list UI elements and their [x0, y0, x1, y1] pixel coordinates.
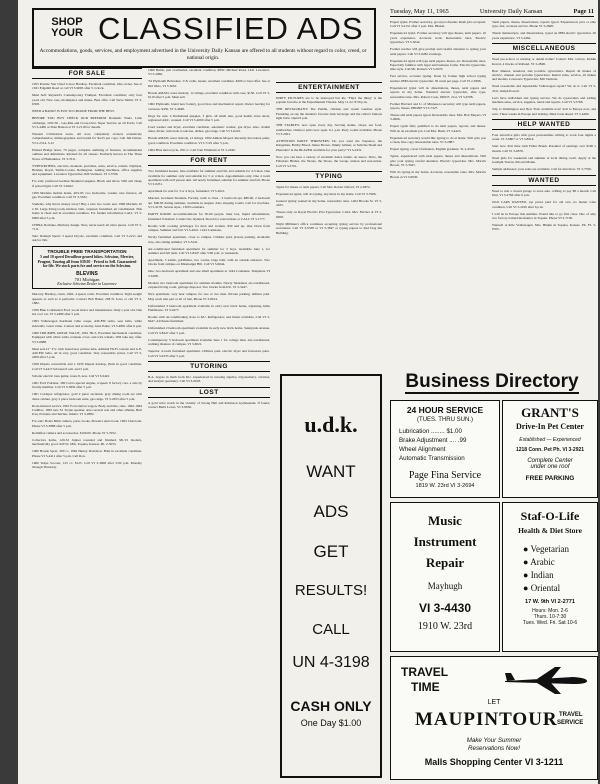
maupintour-ad [390, 656, 598, 780]
ad3-music: Music [428, 513, 462, 528]
classified-ad: Best dinners, standard, and portable typewriters. Repair all makes of electric, manual and portable typewriters. Rental sales, service, all makes and models. Lawrence Typewriter, 826 Vermont. [492, 68, 596, 82]
ad4-item [523, 569, 597, 582]
staf-o-life-ad [502, 502, 598, 652]
classified-ad: Now you can hear a variety of excellent dance bands: on stereo. Dave, the Fabulous Blades, the Neons, the Shoes, the Group, unison and non-union. Call VI 3-2701. [276, 154, 382, 168]
classified-ad: Air-conditioned furnished apartment for summer for 3 boys. Available June 1, for summer and fall term. Call VI 3-8447 after 5:00 p.m. or weekends. [148, 246, 270, 255]
udk-results: RESULTS! [294, 582, 368, 599]
ad5-reserve: Reservations Now! [468, 745, 520, 752]
newspaper-page [18, 0, 598, 784]
classified-ad: BEFORE YOU BUY CHECK OUR PREMIUM Domestic Fuels. Lube oilchange, 10W-30 - Gas-Rite and Cross-Over. Super Service on all Fords. Call VI 3-4400 or Dale Banton at VI 3-2118 for details. [32, 116, 142, 130]
ad4-title: Staf-O-Life [520, 509, 580, 523]
classified-ad: Honda AMATI, tenor melody, 12 strings, excellent condition with case, $150. Call VI 3-6110 after 5 p.m. Must sell. [148, 90, 270, 100]
classified-ad: Superior 4-room furnished apartment. Utilities paid, electric dryer and fenced-in patio. Call VI 3-0333 after 5 p.m. [148, 349, 270, 358]
ad5-travel-word: TRAVEL [559, 712, 583, 718]
classified-ad: Experienced typist will do dissertations, theses, term papers and reports in my home. Standard electric typewriter, elite type, reasonable rates. Mrs. Robert Cook, 2909 E. 21st, VI 3-6768. [390, 85, 486, 99]
udk-want-ads-box [280, 374, 382, 778]
section-miscellaneous: MISCELLANEOUS [492, 43, 596, 54]
classified-ad: 1955 Pontiac Star Chief 2-door Hardtop. Excellent condition. One owner. See at 1631 Edgehill Road or call VI 3-9065 after 5 o'clock. [32, 82, 142, 91]
classified-ad: Used washer and dryer, excellent condition, automatic washer, gas dryer. Also, Zenith tuner, divan, twin beds, bookcase, dishes, gas range. Call VI 3-6222. [148, 125, 270, 134]
ad4-item [523, 556, 597, 569]
udk-cash-only: CASH ONLY [290, 698, 372, 714]
ad2-parking: FREE PARKING [525, 475, 575, 482]
ad1-brake: Brake Adjustment .... .99 [399, 437, 467, 444]
transport-footer: Exclusive Schwinn Dealer in Lawrence [57, 282, 117, 287]
classified-ad: Rock-musical service 1961 Ford station wagon. Body and title, runs. 1962-1964 Cadillac, 1963 new 61 Trojan speaker. Also several reel and other albums, Burl Ives, Ferrante and Teicher, Odetta. VI 3-2882. [32, 403, 142, 417]
classified-ad: Rooms with air-conditioning close to KU. Refrigerator, and linens available. Call VI 3-8447. All linens furnished. [148, 314, 270, 324]
ad4-item-label: Oriental [530, 583, 561, 593]
ad5-maupintour: MAUPINTOUR [415, 709, 558, 730]
ad3-repair: Repair [425, 555, 465, 570]
classified-ad: Must sell-21" T.V. with brand new picture tube. Admiral Hi-Fi console and G.E. AM-FM radio, all in very good condition. Very reasonable prices. Call VI 3-2209 after 5 p.m. [32, 346, 142, 360]
transport-body: 5 and 10 speed Derailleur geared bikes. Schwinn, Mercier, Peugeot, Touring all from $39.95 - Priced to Sell. Guaranteed for life. We stock parts for and service on the Schwinn. [37, 254, 137, 269]
ad4-hours2: Thurs. 10-7:30 [533, 614, 567, 620]
classified-ad: Fast service, accurate typing. Done by former high school typing teacher. IBM electric typewriter. 30 cents per page. Call VI 2-6396. [390, 74, 486, 83]
tutoring-ad: B.A. degree in math from KU, experienced in tutoring algebra, trigonometry, calculus, and analytic geometry. Call VI 3-6018. [148, 374, 270, 384]
page-fina-service-ad [390, 400, 500, 498]
classified-ad: 1956 Blue Continental Ford. Good motor and transmission. Only a year old. One hot cool car. VI 3-2489 after 5 p.m. [32, 307, 142, 317]
classified-ad: Four attractive girls with good personalities willing to work four nights a week. VI 3-6807 or VI 3-8616. [492, 133, 596, 142]
udk-want: WANT [306, 462, 356, 481]
classified-ad: Former teacher will give prompt and careful attention to typing your term papers. Call VI 3-6282 evenings. [390, 47, 486, 56]
banner-tagline: Accommodations, goods, services, and employment advertised in the University Daily Kansan are offered to all students without regard to color, creed, or national origin. [39, 48, 367, 61]
classified-ad: '54 Plymouth Belvedere, V-8, radio, heater, excellent condition. $200 or best offer. See at 822 Ohio, VI 3-3061. [148, 79, 270, 88]
transport-shop: BLEVINS [76, 271, 98, 278]
classified-ad: 1960 TRIUMPH, GREAT VALUE, 1961 TR-3. Excellent mechanical condition. Equipped with white walls, tonneau cover, and wire wheels. Will take any offer. VI 3-6688. [32, 330, 142, 344]
classified-ad: Modern two bedroom apartment for summer months. Newly furnished, air-conditioned, carpeted living room, garbage disposal. Two blocks from KU. VI 3-3447. [148, 280, 270, 290]
column-1 [32, 68, 142, 780]
classified-ad: Experienced secretary would like typing to do at home. Will give you a clean, fine copy. Reasonable rates. VI 3-2887. [390, 135, 486, 145]
classified-ad: Apartment for rent for 3 or 4 boys, furnished. VI 3-2921. [148, 189, 226, 194]
classified-ad: For sale: preferred German Shepherd puppies. Black and silver. Will sell cheap if priced right. Call VI 3-6022. [32, 179, 142, 188]
udk-phone: UN 4-3198 [292, 654, 370, 671]
page-number: Page 11 [573, 8, 594, 15]
classified-ad: Expert typist fully qualified to do term papers, reports, and theses. Will do an excellent job. Call Mrs. Bush, VI 3-4423. [390, 124, 486, 133]
classified-ad: 1961 Ford Fairlane, 390 Cobra special engine, 4 speed, 8 factory cars, a sale by faculty member. Call VI 3-5850 after 5 p.m. [32, 380, 142, 390]
classified-ad: Scholar electric bass guitar, notes 8, new. Call VI 3-6422. [32, 373, 111, 378]
classified-ad: 1960 Buick, just overhauled, excellent condition, $850. Michael Road, 1441 Lawrence. VI 3-2966. [148, 68, 270, 77]
classified-ad: Need pre-school or nursing or dental home? Contact Mrs. Glover, Kiddie Korral, 4 blocks of Rolland. VI 3-2848. [492, 57, 596, 66]
classified-ad: Let's have individual and typing service. We do typewriters and adding machine sales, service, supplies, rental and repairs. Call VI 3-5766. [492, 95, 596, 105]
classified-ad: Rooms with cooking privileges for men and women. $30 and up. One block from campus. Summer and fall. VI 3-4941. 1244 Louisiana. [148, 223, 270, 233]
classified-ad: Typist, experienced with term papers, theses and dissertations. Will give your typing careful attention. Electric typewriter. Mrs. Marvin Brown, VI 3-3047. [390, 154, 486, 168]
classified-ad: Former Harvard and U. of Minnesota secretary will type term papers, reports, theses. PHONE VI 3-7327. [390, 101, 486, 111]
classified-ad: 1959 Marlette mobile home, 46'x10'; two bedrooms, washer, new furnace, all gas. Excellent condition. Call VI 3-5632. [32, 190, 142, 200]
airplane-icon [503, 665, 589, 695]
classified-ad: Theses and term papers typed. Reasonable rates. Mrs. Bob Meyers, VI 3-2666. [390, 113, 486, 122]
bullet-icon: ● [523, 570, 531, 580]
directory-heading: Business Directory [405, 371, 579, 392]
ad2-complete: Complete Center [527, 458, 573, 464]
classified-ad: DIRTY PICTURES are to be destroyed but the "Flip's the thing" is the popular favorite at the Experimental Theatre. May 11-22. 8:30 p.m. [276, 96, 382, 105]
classified-ad: Rolleiflex camera and accessories. $190.00. Phone VI 3-7052. [32, 430, 117, 435]
classified-ad: Theses only on Royal Electric Pica Typewriter. CALL Mrs. Fulcher at VI 3-6658. [276, 210, 382, 219]
section-for-sale: FOR SALE [32, 68, 142, 79]
classified-ad: Need reasonable and dependable Volkswagen repair? We do it. Call VI 3-4311, Ralph Powell. [492, 84, 596, 93]
classified-ad: Printed Bridge notes, 70 pages, complete outlining of features, recommended outlines and definitions. Revised for all classes. Formerly known as The Three Notes of Humanities. VI 3-7011. [32, 147, 142, 161]
classified-ad: Nice apartment, very near campus, for one or two men. Private parking, utilities paid. May work rent part or all of rent. Phone VI 3-8014. [148, 292, 270, 301]
classified-ad: Unfurnished 3 bedroom apartment available in early new brick home, adjoining Allen Fieldhouse. VI 3-0477. [148, 303, 270, 312]
paper-name: University Daily Kansan [479, 8, 543, 15]
classified-ad: One, two-bedroom apartment and one small apartment at 1244 Louisiana. Telephone VI 3-6188. [148, 269, 270, 278]
classified-ad: Married, Graduate Students, Faculty, walk to class - 2 bedroom apt. $80.00, 2 bedroom apt. $90.00 during summer, available in August. Also sleeping rooms. Call for brochure. VI 3-4178. Sexton Apts., 1300 Louisiana. [148, 196, 270, 210]
classified-ad: Mercury Hardtop, clean, 1962, 4 speed, radio. Excellent condition. Tight-weight appears as well as it performs. Contact Bob Baker, 208 N. Iowa or call VI 3-1882. [32, 292, 142, 305]
ad3-address: 1910 W. 23rd [417, 621, 473, 632]
classified-banner [32, 8, 376, 68]
ad4-hours3: Tues. Wed. Fri. Sat 10-6 [522, 620, 578, 626]
section-entertainment: ENTERTAINMENT [276, 82, 382, 93]
classified-ad: THE RESTAURANT: The Paddle, chicken and cream German style. Featuring on tap the student's favorite dark beverage and the cellar's famous light brew. Open 6 p.m. [276, 107, 382, 121]
ad5-time: TIME [411, 680, 440, 694]
classified-ad: Dogs for sale. 4 Dachshund puppies, 3 girls, all small size, good health, have shots, registered AKC, weaned. Call VI 3-4000 after 5 p.m. [148, 113, 270, 123]
udk-get: GET [313, 542, 349, 561]
udk-logo: u.d.k. [304, 412, 358, 437]
section-help-wanted: HELP WANTED [492, 119, 596, 130]
ad3-phone: VI 3-4430 [418, 601, 472, 615]
ad2-sub: Drive-In Pet Center [516, 422, 584, 431]
ad5-make: Make Your Summer [466, 737, 522, 744]
ad4-sub: Health & Diet Store [518, 526, 582, 535]
ad2-title: GRANT'S [521, 405, 579, 420]
grants-pet-center-ad [502, 400, 598, 498]
classified-ad: Sale: Raleigh Sports 3 speed bicycle, excellent condition. Call VI 3-2211 and ask for Jim. [32, 233, 142, 243]
ad5-travel: TRAVEL [401, 665, 449, 679]
ad4-item-label: Arabic [530, 557, 555, 567]
classified-ad: Need to rent a closed garage to store auto, willing to pay $8 a month. Call Dan, VI 3-2766 after 6 p.m. [492, 188, 596, 198]
bullet-icon: ● [523, 583, 531, 593]
classified-ad: OLD CARS WANTED, top prices paid for old cars, no matter what condition. Call VI 3-2010 after 6 p.m. [492, 200, 596, 209]
classified-ad: THE STABLES: now open every day. Serving steaks, chops, sea food, sandwiches. Outdoor patio now open. 6-1 p.m. Party rooms available. Phone VI 3-2001. [276, 123, 382, 137]
ad4-address: 17 W. 9th VI 2-2771 [524, 599, 576, 605]
ad3-owner: Mayhugh [427, 581, 463, 591]
transport-address: 701 Michigan [74, 277, 100, 283]
classified-ad: Night Millikan's office continues accepting typing service by professional secretaries. Call VI 3-9338 or VI 3-3847 or typing papers to Red Dog Inn Building. [276, 221, 382, 235]
ad1-wheel: Wheel Alignment [399, 446, 446, 453]
column-5 [492, 20, 596, 364]
classified-ad: Collectors items, 120-32 Jupiter rounded and finished. Mi-T2 modern, mechanically good. 920 W. 18th, Topeka, Kansas. Ph. 2-5053. [32, 437, 142, 447]
classified-ad: Thesis manuscripts, and dissertations, typed on IBM electric typewriter. 20 years experience. VI 3-2462. [492, 31, 596, 40]
section-typing: TYPING [276, 171, 382, 182]
classified-ad: General typing wanted in my home, reasonable rates. 1404 Brooks St. VI 3-4165. [276, 199, 382, 208]
classified-ad: Expert typist. Former secretary, good proofreader. Rush jobs accepted. Call VI 3-4151 after 5 p.m. Mrs. Hinkle. [390, 20, 486, 29]
classified-ad: 1964 BSA motorcycle, 250 cc. Call Tom Windrum at VI 3-2040. [148, 147, 236, 152]
ad1-lube: Lubrication ........ $1.00 [399, 428, 462, 435]
column-2 [148, 68, 270, 780]
section-tutoring: TUTORING [148, 361, 270, 372]
classified-ad: For sale: Bolex 8mm camera, parts, books, Bowen's Auto book. 1963 Chevrolet. Phone VI 3-3888 after 5 p.m. [32, 419, 142, 428]
classified-ad: 1962 Plymouth, brand new battery, good tires and mechanical repair. Owner leaving for overseas. $450. VI 3-4648. [148, 102, 270, 111]
classified-ad: CHINA-Noritake, Marbury design. New, never used; all extra pieces. Call VI 3-7111. [32, 222, 142, 231]
udk-call: CALL [312, 621, 350, 638]
bullet-icon: ● [523, 557, 531, 567]
classified-ad: Trip to Washington and New York available now! Sail to Europe now, and save. Three weeks in Europe and visiting. Must book ahead. VI 3-4400. [492, 107, 596, 116]
ad1-title: 24 HOUR SERVICE [406, 405, 484, 415]
classified-ad: Nicely furnished apartment, close to campus. Utilities paid, private parking. Available now, also taking summer. VI 3-3241. [148, 235, 270, 244]
column-4 [390, 20, 486, 364]
classified-ad: Must Sell: Reynold's Contemporary Trumpet. Excellent condition; only four years old. New case, mouthpiece and mutes. Best offer. Call Steve Smith, VI 3-6358. [32, 93, 142, 107]
classified-ads-title: CLASSIFIED ADS [98, 11, 364, 46]
classified-ad: Sample addresses: your sales are available. Call for interview. VI 3-7766. [492, 167, 592, 172]
ad4-item [523, 543, 597, 556]
classified-ad: Contemporary 3 bedroom apartment available June 1 for college men. Air-conditioned, walking distance of campus. VI 3-6021. [148, 337, 270, 347]
classified-ad: Need girls for weekends and summer at local dining room. Apply at the Gaslight Tavern, 9th and Maine. [492, 155, 596, 165]
ad1-days: (TUES. THRU SUN.) [417, 417, 473, 423]
section-lost: LOST [148, 387, 270, 398]
classified-ad: Western Civilization notes. All now, completely revised, extensively comprehensive, mimeographed, and bound for $4.25 per copy. Call Jim Denna, VI 2-2514. 3-12 [32, 132, 142, 145]
classified-ad: 1958 Impala convertible and a 1959 Impala hardtop. Both in good condition. Call VI 3-4417 between 9 a.m. and 5 p.m. [32, 362, 142, 371]
issue-date: Tuesday, May 11, 1965 [390, 8, 449, 15]
ad4-item-label: Indian [530, 570, 554, 580]
classified-ad: 1961 Coldspot refrigerator, gold 2 piece sectional, gray dining room set with china cabinet, gray 2 piece bedroom suite, gas range. VI 3-2655 after 5 p.m. [32, 392, 142, 401]
classified-ad: Experienced typist. Former secretary will type theses, term papers. 10 years experience. Accurate work. Reasonable rates. Electric typewriter. VI 3-3044. [390, 31, 486, 45]
classified-ad: NEED A BAND? IS FUN TO CHOOSE FROM THE BEST. [32, 109, 115, 114]
classified-ad: 1960 Honda Sport, 300 cc, 1962 Harley Davidson. Both in excellent condition. Phone VI 3-4411 after 5 p.m. Call Ron. [32, 449, 142, 458]
classified-ad: TYPEWRITERS, electrics, manuals, portables, sales, service, rentals. Olympia, Hermes, Royal, Smith-Corona. Remington. Adding machines, office supplies and equipment. Lawrence Typewriter, 826 Vermont. VI 3-5766. [32, 163, 142, 177]
shop-your-label: SHOP YOUR [51, 16, 83, 39]
classified-ad: I will be in Europe this summer. Would like to go first class. One of only two factory trained mechanics in Topeka. Phone VI 3-7100. [492, 211, 596, 220]
ad5-let: LET [487, 699, 501, 706]
classified-ad: Typist for theses or term papers. Call Mrs. Robert Oxford, VI 2-0672. [276, 185, 371, 190]
ad4-item [523, 582, 597, 595]
ad2-roof: under one roof [530, 464, 570, 470]
ad1-name: Page Fina Service [408, 470, 482, 481]
page-header [390, 8, 594, 17]
classified-ad: Two furnished houses. One available for summer and fall, and suitable for 4-5 men. One available for summer only and suitable for 3 or 4 men. Appointments only. One 4 room apartment with an 8 person unit. All newly furnished, suitable for summer and fall. Phone VI 3-0231. [148, 169, 270, 187]
lost-ad: A gold wrist watch in the vicinity of Strong Hall and Robinson Gymnasium. If found-contact Barbi Lewis, VI 3-8036. [148, 400, 270, 410]
classified-ad: Expert typing, correct formation, English graduate. Tr. 2-4545. [390, 147, 476, 152]
ad1-trans: Automatic Transmission [399, 455, 465, 462]
ad1-address: 1819 W. 23rd VI 3-2694 [415, 483, 475, 489]
udk-price: One Day $1.00 [300, 718, 362, 728]
classified-ad: Term papers, theses, dissertations, reports typed. Experienced, pica or elite type, fast, accurate service. Phone VI 3-2668. [492, 20, 596, 29]
classified-ad: Students, why throw money away? Buy a nice two room, new 1960 Marlette 10 x 50. Large living room, kitchen, bath, carpeted, furnished, air conditioned. This home is clean and in excellent condition. For further information CALL VI 3-6000 after 5 p.m. [32, 202, 142, 220]
bullet-icon: ● [523, 544, 531, 554]
ad4-items [503, 543, 597, 595]
classified-ad: PARTY ROOM: Accommodations for 30-60 people. Juke box, liquid refreshments, furnished if desired. Contact the Jayhawk Tavern for reservations or CALL VI 3-1777. [148, 212, 270, 221]
business-directory-title [388, 370, 596, 394]
classified-ad: Start now. Part time with Fuller Brush. Potential of earnings over $100 a month. Call VI 3-6676. [492, 144, 596, 153]
classified-ad: 1963 Volkswagen Karmann Ghia coupe, AM-FM radio, seat belts, white sidewalls. Great value. Contact and economy. Glen Paine, VI 3-4881 after 6 p.m. [32, 319, 142, 328]
classified-ad: Experienced typist, will do typing, any kind, in my home. Call VI 3-7906. [276, 192, 377, 197]
ad3-instrument: Instrument [413, 534, 477, 549]
ad5-service-word: SERVICE [557, 720, 584, 726]
udk-ads: ADS [313, 502, 349, 521]
ad2-est: Established — Experienced [519, 437, 581, 443]
ad4-hours1: Hours: Mon. 2-6 [532, 608, 568, 614]
section-for-rent: FOR RENT [148, 155, 270, 166]
section-wanted: WANTED [492, 175, 596, 186]
classified-ad: Wanted! A little Volkswagen. Mrs. Hinkle in Topeka, Kansas. Ph. FL 3-0555. [492, 222, 596, 232]
music-repair-ad [390, 502, 500, 652]
classified-ad: Honda AMATI, tenor melody, 12 strings. 1962 Athlete Moped. Recently decorated, paint, good condition. Excellent condition. VI 3-7119 after 5 p.m. [148, 136, 270, 145]
ad2-address: 1218 Conn. Pet Ph. VI 3-2921 [515, 447, 585, 453]
ad5-address: Malls Shopping Center VI 3-1211 [424, 757, 564, 767]
classified-ad: 1960 Vespa Scooter, 125 cc. $125. Call VI 3-3608 after 5:00 p.m. Monday through Thursday. [32, 460, 142, 470]
classified-ad: Apartment, 3 adults, goldfishes, two rooms, large bath, with an outside entrance. Two blocks from campus on Mississippi Hill. Call VI 3-6644. [148, 257, 270, 267]
transport-title: TROUBLE FREE TRANSPORTATION [47, 248, 127, 254]
classified-ad: Experienced typist will type term papers, theses, etc. Reasonable rates. Especially familiar with legal and business forms. Electric typewriter, elite style. Call Mr. Roberts VI 3-2676. [390, 58, 486, 72]
classified-ad: Unfurnished 2 bedroom apartment available in early new brick home. Sunnyside Avenue. Call VI 3-8447 after 5 p.m. [148, 326, 270, 335]
transport-box [32, 246, 142, 289]
column-3 [276, 68, 382, 368]
ad4-item-label: Vegetarian [530, 544, 570, 554]
classified-ad: ATTENTION PARTY THROWERS: Do you want the Vaqueros, the Kingsmen, Bobby Blood, James Brown, Jimmy Gilmer, or Sam the Sham and Pharaohs? Is the BLAZER available for your party? VI 3-2431. [276, 139, 382, 152]
classified-ad: Will do typing in my home. Accurate, reasonable rates. Mrs. Marvin Brown at VI 3-6630. [390, 170, 486, 179]
